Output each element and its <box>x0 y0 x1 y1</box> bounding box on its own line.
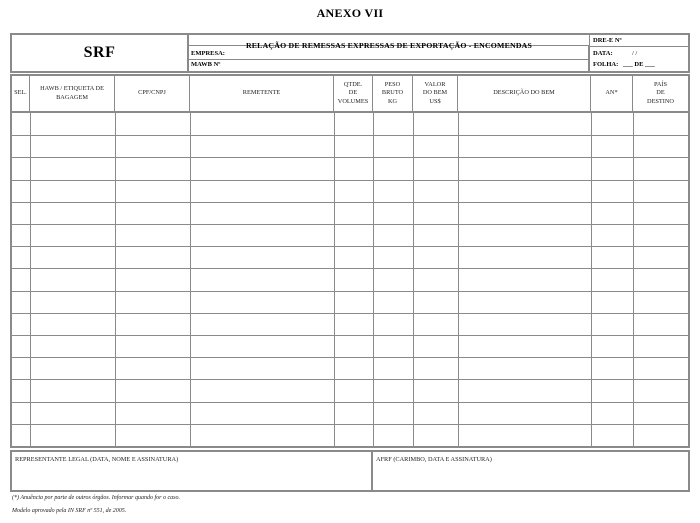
table-row[interactable] <box>12 357 688 379</box>
table-row[interactable] <box>12 291 688 313</box>
column-header-anuencia <box>591 76 633 111</box>
column-header-label: CPF/CNPJ <box>138 89 166 97</box>
column-header-qtde-volumes <box>334 76 373 111</box>
column-header-valor-bem <box>413 76 458 111</box>
form-header <box>10 33 690 73</box>
dre-label: DRE-E Nº <box>593 37 622 44</box>
table-row[interactable] <box>12 335 688 357</box>
signature-right <box>373 452 688 490</box>
dre-divider <box>590 46 688 47</box>
column-divider <box>591 113 592 446</box>
column-header-label: SEL. <box>14 89 27 97</box>
table-row[interactable] <box>12 113 688 135</box>
mawb-label: MAWB Nº <box>191 61 221 68</box>
data-slashes: / / <box>632 50 638 57</box>
agency-box <box>12 35 189 71</box>
table-row[interactable] <box>12 268 688 290</box>
folha-label: FOLHA: <box>593 61 619 68</box>
table-row[interactable] <box>12 157 688 179</box>
folha-de: ___ DE ___ <box>623 61 655 68</box>
column-header-label: PAÍS DE DESTINO <box>647 80 674 105</box>
footnote-anuencia: (*) Anuência por parte de outros órgãos. Informar quando for o caso. <box>12 495 180 501</box>
column-header-sel <box>12 76 30 111</box>
table-row[interactable] <box>12 180 688 202</box>
table-row[interactable] <box>12 202 688 224</box>
column-header-label: HAWB / ETIQUETA DE BAGAGEM <box>40 85 104 101</box>
table-row[interactable] <box>12 135 688 157</box>
form-title-bar <box>189 35 589 50</box>
table-row[interactable] <box>12 246 688 268</box>
form-title: RELAÇÃO DE REMESSAS EXPRESSAS DE EXPORTAÇÃO - ENCOMENDAS <box>245 41 533 50</box>
column-header-label: VALOR DO BEM US$ <box>422 80 448 105</box>
column-header-descricao-bem <box>458 76 591 111</box>
representante-label: REPRESENTANTE LEGAL (DATA, NOME E ASSINATURA) <box>15 456 179 463</box>
column-header-hawb <box>30 76 115 111</box>
afrf-label: AFRF (CARIMBO, DATA E ASSINATURA) <box>376 456 492 463</box>
empresa-label: EMPRESA: <box>191 50 225 57</box>
info-block <box>189 46 589 71</box>
column-header-cpf-cnpj <box>115 76 190 111</box>
column-divider <box>334 113 335 446</box>
column-header-label: DESCRIÇÃO DO BEM <box>493 89 555 97</box>
shipment-table <box>10 74 690 448</box>
column-divider <box>30 113 31 446</box>
column-header-pais-destino <box>633 76 688 111</box>
data-label: DATA: <box>593 50 613 57</box>
column-divider <box>413 113 414 446</box>
annex-title: ANEXO VII <box>316 6 384 20</box>
footnote-modelo: Modelo aprovado pela IN SRF nº 551, de 2005. <box>12 508 127 514</box>
right-info-block <box>589 35 688 71</box>
signature-left <box>12 452 373 490</box>
column-divider <box>458 113 459 446</box>
column-header-label: AN* <box>605 89 618 97</box>
table-row[interactable] <box>12 402 688 424</box>
agency-name: SRF <box>83 44 116 61</box>
empresa-divider <box>189 59 588 60</box>
column-divider <box>190 113 191 446</box>
signature-block <box>10 450 690 492</box>
column-headers <box>12 76 688 113</box>
table-row[interactable] <box>12 424 688 446</box>
table-row[interactable] <box>12 313 688 335</box>
column-header-label: REMETENTE <box>242 89 281 97</box>
column-header-label: PESO BRUTO KG <box>381 80 404 105</box>
column-divider <box>633 113 634 446</box>
table-row[interactable] <box>12 379 688 401</box>
table-row[interactable] <box>12 224 688 246</box>
column-divider <box>115 113 116 446</box>
column-header-label: QTDE. DE VOLUMES <box>337 80 369 105</box>
column-divider <box>373 113 374 446</box>
column-header-remetente <box>190 76 334 111</box>
table-body <box>12 113 688 446</box>
column-header-peso-bruto <box>373 76 413 111</box>
